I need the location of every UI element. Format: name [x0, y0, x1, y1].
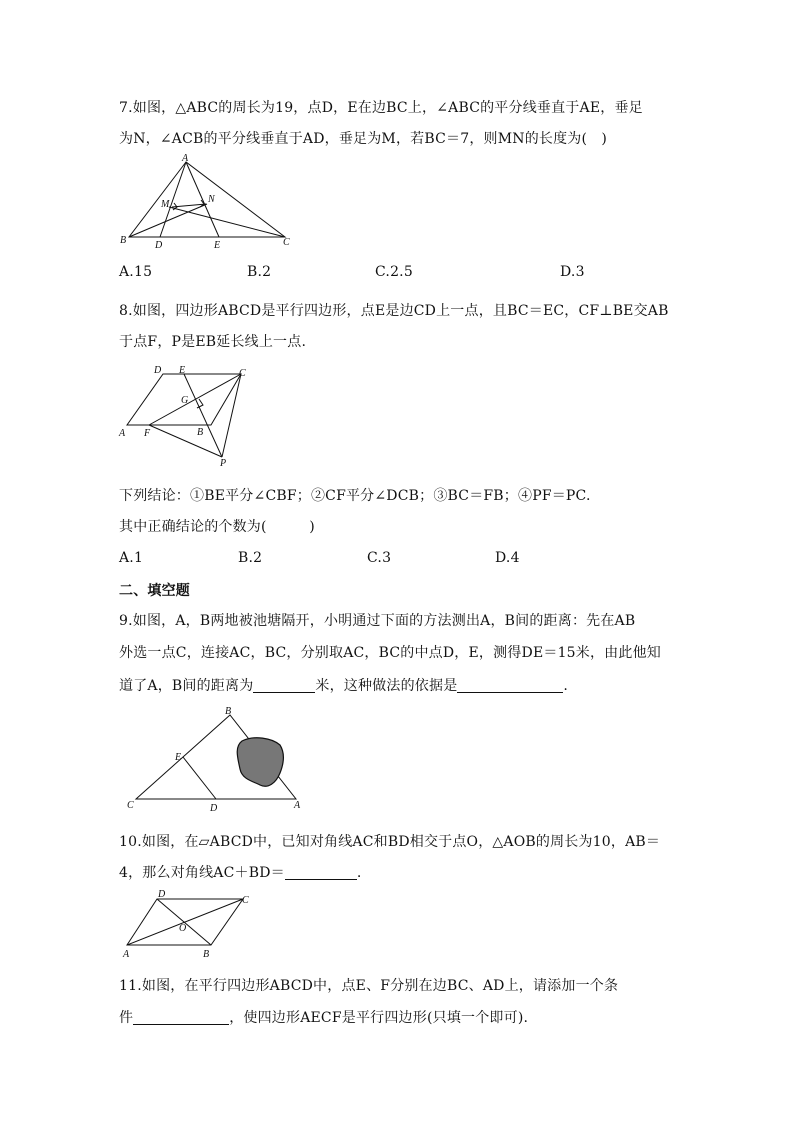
q10-label-o: O: [179, 923, 187, 934]
q10-parallelogram-figure: [117, 888, 257, 963]
q9-label-b: B: [225, 706, 232, 717]
q8-text-line1: 8.如图，四边形ABCD是平行四边形，点E是边CD上一点，且BC＝EC，CF⊥BE交AB: [119, 303, 669, 319]
q8-option-b: B.2: [238, 550, 263, 566]
q10-label-a: A: [123, 949, 130, 960]
q7-text-line1: 7.如图，△ABC的周长为19，点D，E在边BC上，∠ABC的平分线垂直于AE，垂足: [119, 100, 643, 116]
q11-text-line2-part2: ，使四边形AECF是平行四边形(只填一个即可).: [229, 1010, 529, 1026]
q10-text-line1: 10.如图，在▱ABCD中，已知对角线AC和BD相交于点O，△AOB的周长为10，AB＝: [119, 834, 661, 850]
q9-text-line2: 外选一点C，连接AC，BC，分别取AC，BC的中点D，E，测得DE＝15米，由此他知: [119, 645, 661, 661]
q7-triangle-figure: [117, 152, 297, 252]
q8-label-d: D: [154, 365, 162, 376]
q7-label-b: B: [120, 235, 127, 246]
q7-label-m: M: [161, 199, 170, 210]
q8-label-e: E: [179, 365, 186, 376]
q8-label-a: A: [119, 428, 126, 439]
q10-text-line2: [119, 862, 362, 882]
q7-text-line2: 为N，∠ACB的平分线垂直于AD，垂足为M，若BC＝7，则MN的长度为( ): [119, 131, 608, 147]
q11-text-line2-part1: 件: [119, 1010, 134, 1026]
q8-label-f: F: [144, 428, 151, 439]
q10-text-line2-part1: 4，那么对角线AC＋BD＝: [119, 865, 285, 881]
q8-label-p: P: [220, 458, 227, 469]
q9-label-d: D: [210, 803, 218, 814]
q7-option-c: C.2.5: [375, 264, 413, 280]
q9-text-line3: [119, 675, 568, 695]
q11-blank-condition[interactable]: [133, 1010, 229, 1025]
q9-text-line3-part3: .: [563, 678, 569, 694]
q8-text-line2: 于点F，P是EB延长线上一点.: [119, 334, 307, 350]
q10-text-line2-part2: .: [356, 865, 362, 881]
q11-text-line1: 11.如图，在平行四边形ABCD中，点E、F分别在边BC、AD上，请添加一个条: [119, 978, 619, 994]
q7-label-e: E: [214, 240, 221, 251]
q8-label-g: G: [181, 395, 189, 406]
q8-conclusions: 下列结论：①BE平分∠CBF；②CF平分∠DCB；③BC＝FB；④PF＝PC.: [119, 488, 591, 504]
q9-blank-basis[interactable]: [457, 678, 563, 693]
q8-label-b: B: [197, 427, 204, 438]
q7-label-a: A: [182, 153, 189, 164]
q11-text-line2: [119, 1007, 528, 1027]
q7-option-d: D.3: [560, 264, 585, 280]
q8-parallelogram-figure: [117, 362, 257, 472]
q9-text-line3-part1: 道了A，B间的距离为: [119, 678, 254, 694]
q7-label-c: C: [283, 237, 290, 248]
q7-option-b: B.2: [247, 264, 272, 280]
q9-label-c: C: [127, 800, 134, 811]
pond-shape: [237, 738, 283, 786]
q8-option-a: A.1: [119, 550, 144, 566]
q9-label-a: A: [294, 800, 301, 811]
q9-text-line1: 9.如图，A，B两地被池塘隔开，小明通过下面的方法测出A，B间的距离：先在AB: [119, 613, 636, 629]
q10-label-b: B: [203, 949, 210, 960]
q7-option-a: A.15: [119, 264, 153, 280]
q10-label-d: D: [158, 889, 166, 900]
q9-blank-distance[interactable]: [253, 678, 315, 693]
section-heading-fill-blank: 二、填空题: [119, 583, 190, 599]
q8-option-c: C.3: [367, 550, 392, 566]
q9-text-line3-part2: 米，这种做法的依据是: [315, 678, 458, 694]
q7-label-d: D: [155, 240, 163, 251]
q9-pond-figure: [122, 705, 312, 815]
q8-option-d: D.4: [495, 550, 520, 566]
q7-label-n: N: [208, 194, 215, 205]
q9-label-e: E: [175, 752, 182, 763]
q8-question: 其中正确结论的个数为( ): [119, 519, 315, 535]
q8-label-c: C: [239, 368, 246, 379]
q10-blank-sum[interactable]: [285, 865, 357, 880]
q10-label-c: C: [242, 895, 249, 906]
